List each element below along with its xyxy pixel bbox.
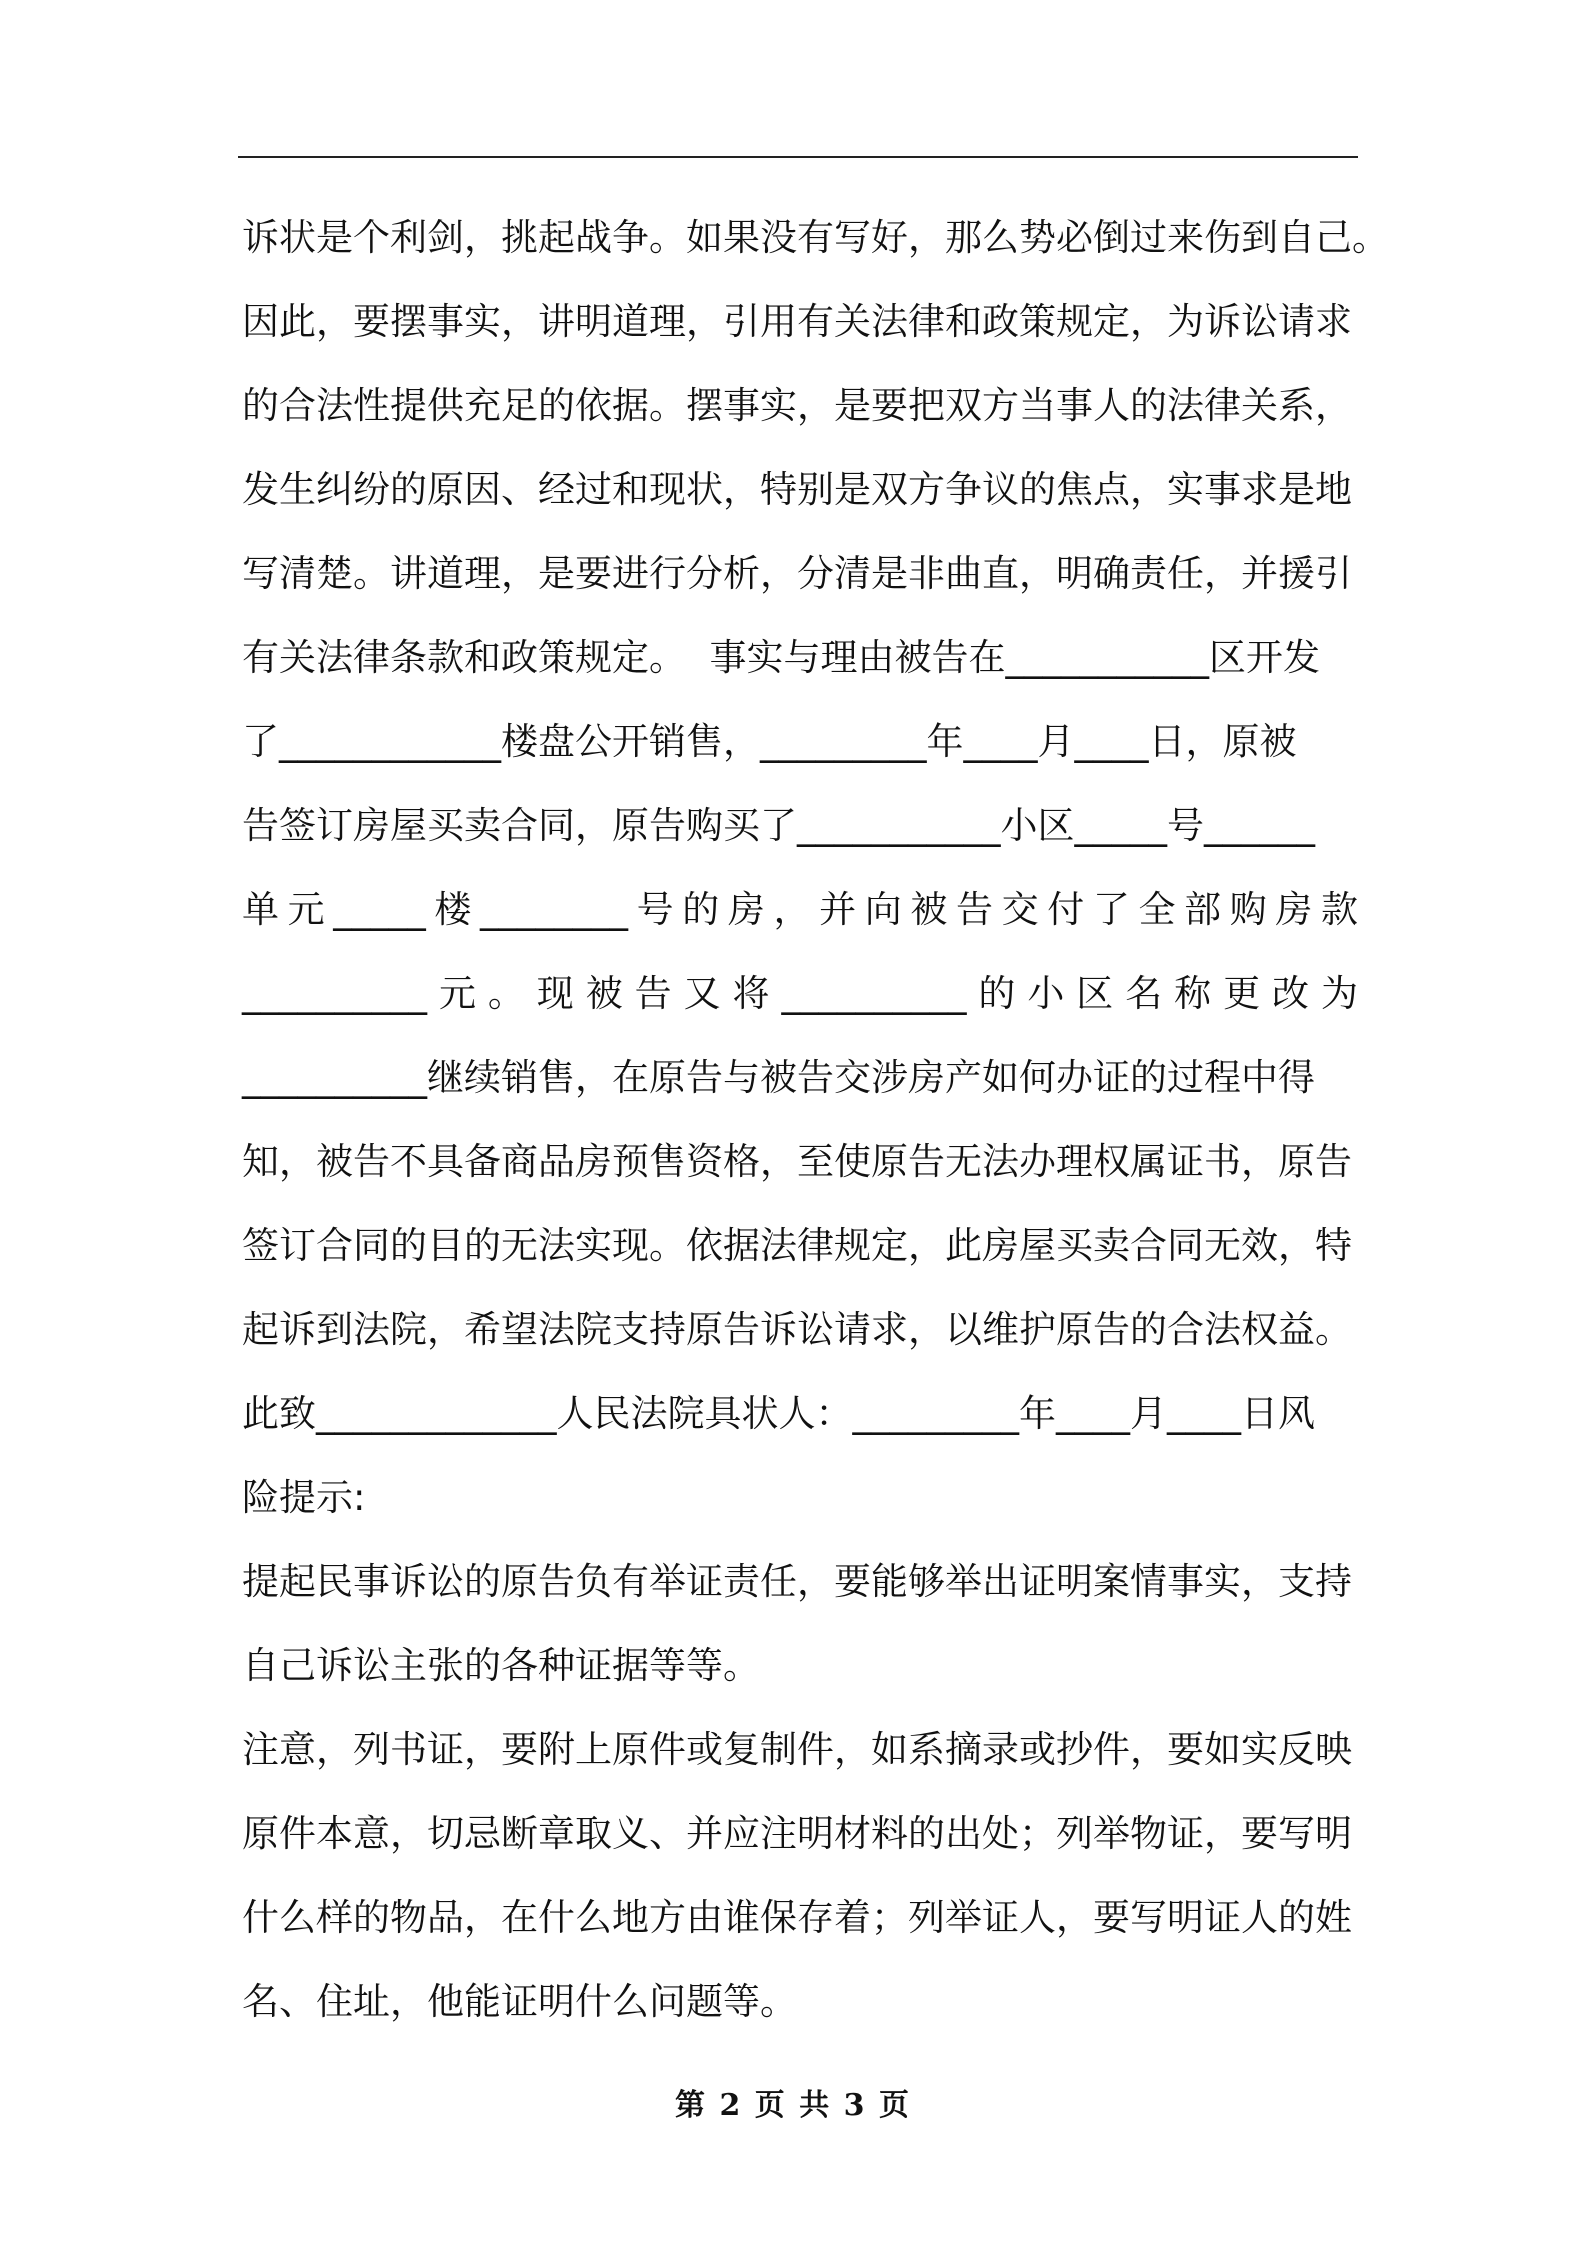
page-number: 第 2 页 共 3 页: [675, 2088, 911, 2123]
text-line: 发生纠纷的原因、经过和现状，特别是双方争议的焦点，实事求是地: [242, 468, 1352, 511]
text-line: 此致_____________人民法院具状人：_________年____月____日风: [242, 1392, 1315, 1435]
text-line: 写清楚。讲道理，是要进行分析，分清是非曲直，明确责任，并援引: [242, 552, 1352, 595]
text-line: 签订合同的目的无法实现。依据法律规定，此房屋买卖合同无效，特: [242, 1224, 1352, 1267]
text-line: 告签订房屋买卖合同，原告购买了___________小区_____号______: [242, 804, 1315, 847]
text-line: 诉状是个利剑，挑起战争。如果没有写好，那么势必倒过来伤到自己。: [242, 216, 1389, 259]
text-line: 险提示:: [242, 1476, 366, 1519]
text-line: 起诉到法院，希望法院支持原告诉讼请求，以维护原告的合法权益。: [242, 1308, 1352, 1351]
text-line: 因此，要摆事实，讲明道理，引用有关法律和政策规定，为诉讼请求: [242, 300, 1352, 343]
text-line: 什么样的物品，在什么地方由谁保存着；列举证人，要写明证人的姓: [242, 1896, 1352, 1939]
text-line: 有关法律条款和政策规定。 事实与理由被告在___________区开发: [242, 636, 1321, 679]
document-body: [242, 196, 1389, 2044]
text-line: 自己诉讼主张的各种证据等等。: [242, 1644, 760, 1687]
text-line: __________继续销售，在原告与被告交涉房产如何办证的过程中得: [242, 1056, 1315, 1099]
text-line: 的合法性提供充足的依据。摆事实，是要把双方当事人的法律关系，: [242, 384, 1352, 427]
text-line: __________元。现被告又将__________的小区名称更改为: [242, 972, 1358, 1015]
text-line: 名、住址，他能证明什么问题等。: [242, 1980, 797, 2023]
text-line: 原件本意，切忌断章取义、并应注明材料的出处；列举物证，要写明: [242, 1812, 1352, 1855]
header-rule: [238, 156, 1358, 158]
text-line: 提起民事诉讼的原告负有举证责任，要能够举出证明案情事实，支持: [242, 1560, 1352, 1603]
text-line: 知，被告不具备商品房预售资格，至使原告无法办理权属证书，原告: [242, 1140, 1352, 1183]
text-line: 了____________楼盘公开销售，_________年____月____日，原被: [242, 720, 1297, 763]
text-line: 单元_____楼________号的房，并向被告交付了全部购房款: [242, 888, 1358, 931]
text-line: 注意，列书证，要附上原件或复制件，如系摘录或抄件，要如实反映: [242, 1728, 1352, 1771]
